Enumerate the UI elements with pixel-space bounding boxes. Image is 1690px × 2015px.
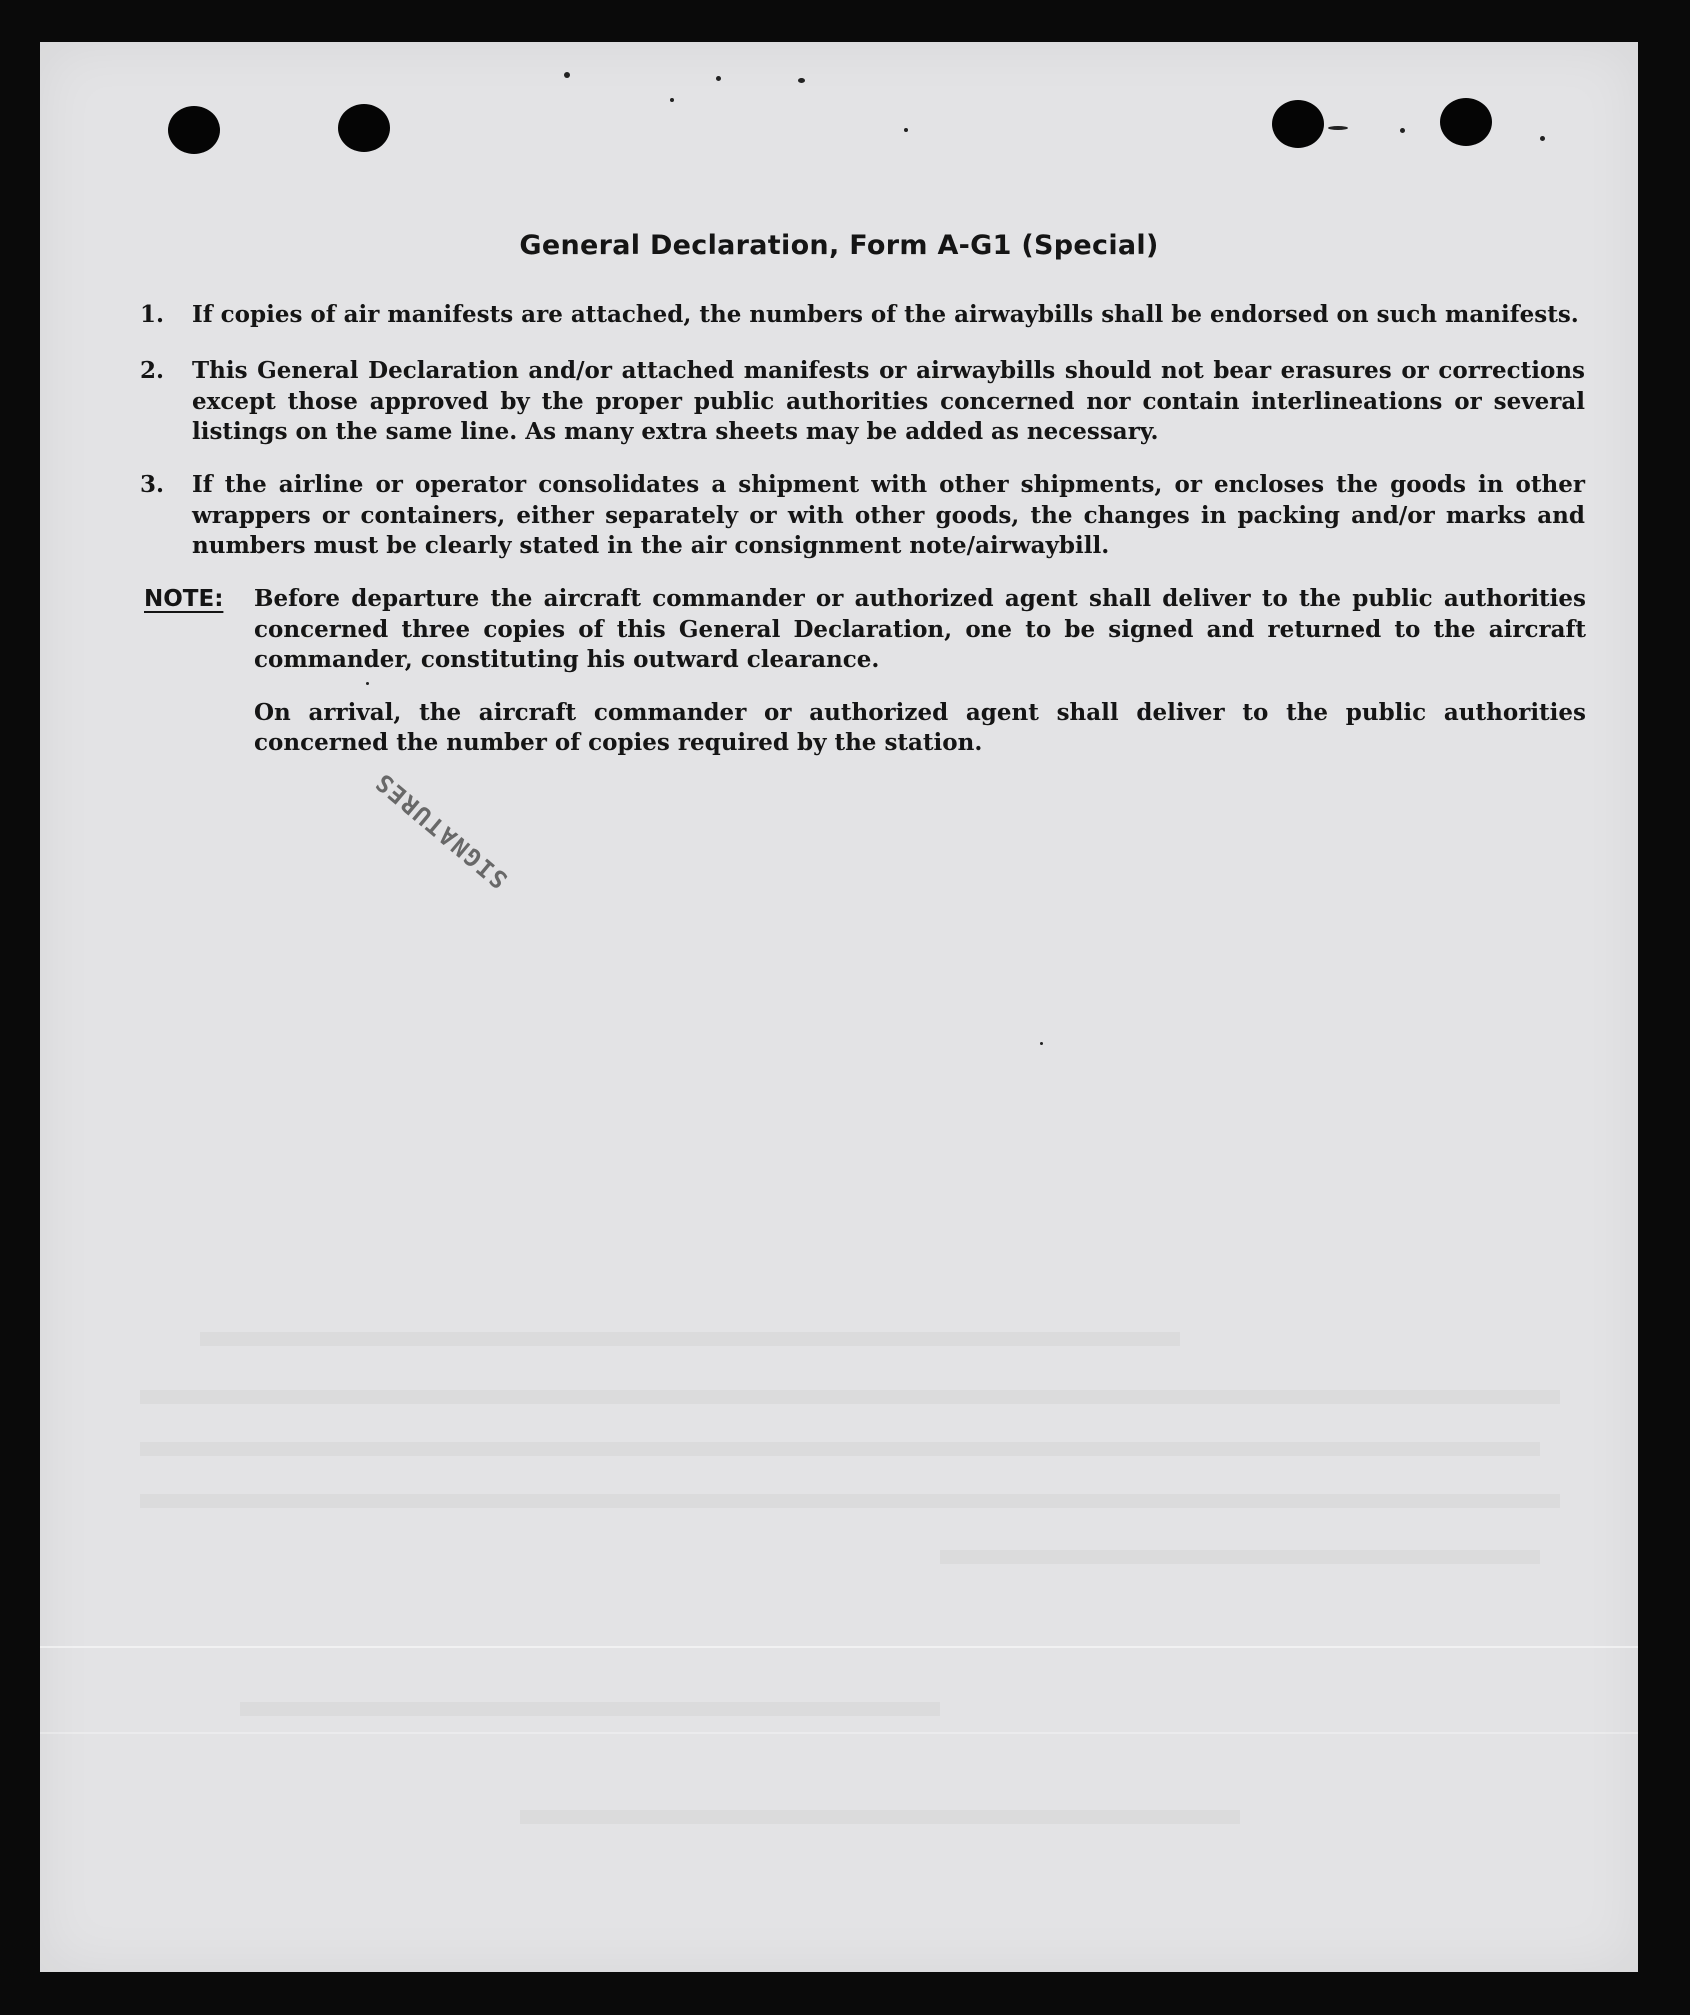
document-page <box>40 42 1638 1972</box>
list-item <box>140 300 1585 331</box>
list-item-number: 1. <box>140 301 165 328</box>
note-block <box>144 584 1586 759</box>
list-item-text: If copies of air manifests are attached, the numbers of the airwaybills shall be endorsed on such manifests. <box>192 301 1579 328</box>
note-paragraph: Before departure the aircraft commander or authorized agent shall deliver to the public authorities concerned three copies of this General Declaration, one to be signed and returned to the aircraft commander, constituting his outward clearance. <box>254 585 1586 673</box>
signatures-stamp: SIGNATURES <box>368 766 513 894</box>
list-item-number: 3. <box>140 471 165 498</box>
list-item-text: If the airline or operator consolidates a shipment with other shipments, or encloses the goods in other wrappers or containers, either separately or with other goods, the changes in packing and/or marks and numbers must be clearly stated in the air consignment note/airwaybill. <box>192 471 1585 559</box>
list-item <box>140 470 1585 562</box>
note-paragraph: On arrival, the aircraft commander or authorized agent shall deliver to the public authorities concerned the number of copies required by the station. <box>254 698 1586 756</box>
list-item-number: 2. <box>140 357 165 384</box>
document-content <box>40 42 1638 1972</box>
note-label: NOTE: <box>144 586 224 612</box>
list-item-text: This General Declaration and/or attached manifests or airwaybills should not bear erasures or corrections except those approved by the proper public authorities concerned nor contain interlineations or several listings on the same line. As many extra sheets may be added as necessary. <box>192 357 1585 445</box>
document-title: General Declaration, Form A-G1 (Special) <box>519 230 1159 261</box>
list-item <box>140 356 1585 448</box>
